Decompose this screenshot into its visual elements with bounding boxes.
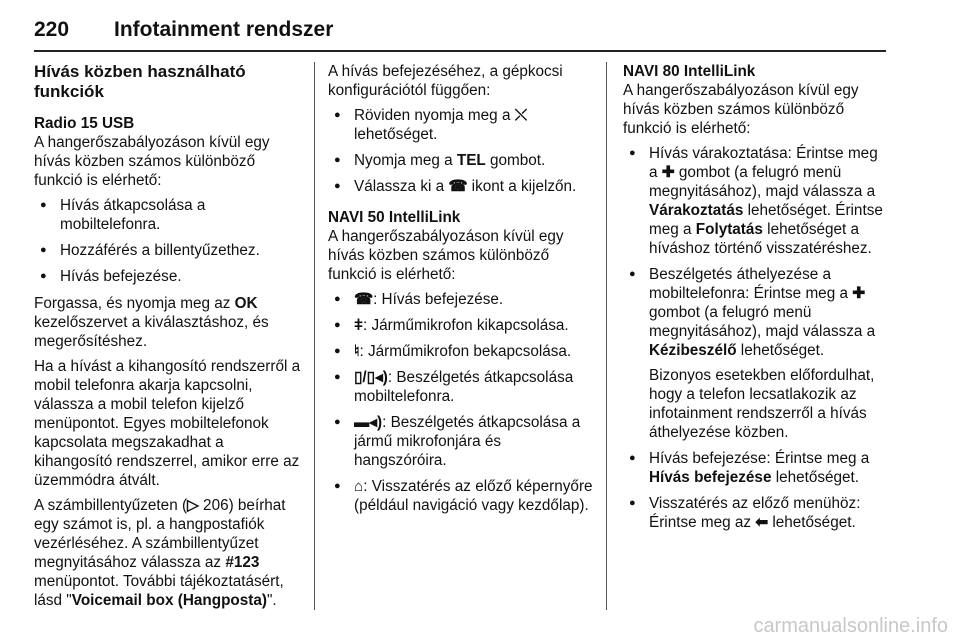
phone-hook-icon: ⤬ — [514, 107, 527, 124]
text: 206) beírhat egy számot is, pl. a hangpostafiók vezérléséhez. A számbillentyűzet megnyitásához válassza az — [34, 497, 286, 571]
list-item: ● Hívás átkapcsolása a mobiltelefonra. — [34, 196, 304, 234]
text: Visszatérés az előző menühöz: Érintse meg az — [649, 495, 861, 531]
text: gombot (a felugró menü megnyitásához), majd válassza a — [649, 164, 876, 200]
list-item — [328, 477, 593, 515]
text: : Járműmikrofon kikapcsolása. — [362, 317, 569, 334]
text: Röviden nyomja meg a — [354, 107, 515, 124]
end-call-list — [328, 106, 593, 196]
list-item — [328, 106, 593, 144]
text: lehetőséget a híváshoz történő visszatéréshez. — [649, 221, 872, 257]
hold-label: Várakoztatás — [649, 202, 744, 219]
list-item — [623, 494, 888, 532]
navi80-intro: A hangerőszabályozáson kívül egy hívás közben számos különböző funkció is elérhető: — [623, 82, 859, 137]
text: Forgassa, és nyomja meg az — [34, 295, 235, 312]
text: kezelőszervet a kiválasztáshoz, és megerősítéshez. — [34, 314, 269, 350]
plus-icon: ✚ — [852, 285, 866, 302]
text: menüpontot. További tájékoztatásért, lásd " — [34, 573, 284, 609]
mic-on-icon: ♮ — [354, 343, 360, 360]
tel-key: TEL — [456, 152, 486, 169]
text: : Beszélgetés átkapcsolása a jármű mikrofonjára és hangszóróira. — [354, 414, 581, 469]
navi50-intro: A hangerőszabályozáson kívül egy hívás közben számos különböző funkció is elérhető: — [328, 228, 564, 283]
text: : Járműmikrofon bekapcsolása. — [359, 343, 572, 360]
note-text: Bizonyos esetekben előfordulhat, hogy a telefon lecsatlakozik az infotainment rendszerről a hívás áthelyezése közben. — [649, 367, 875, 441]
text: gombot. — [485, 152, 546, 169]
text: Hívás várakoztatása: Érintse meg a — [649, 145, 878, 181]
hangup-icon: ☎ — [448, 178, 468, 195]
text: lehetőséget. Érintse meg a — [649, 202, 883, 238]
list-item: ● Hívás befejezése. — [34, 267, 304, 286]
text: Válassza ki a — [354, 178, 449, 195]
ok-key: OK — [234, 295, 258, 312]
list-item — [328, 368, 593, 406]
text: Beszélgetés áthelyezése a mobiltelefonra: Érintse meg a — [649, 266, 853, 302]
reference-arrow-icon: ▷ — [187, 497, 199, 514]
phone-speaker-icon: ▯/▯◂) — [354, 369, 388, 386]
radio-subheading: Radio 15 USB — [34, 115, 135, 132]
end-call-intro: A hívás befejezéséhez, a gépkocsi konfigurációtól függően: — [328, 63, 563, 99]
paragraph-ok — [34, 294, 304, 351]
navi80-subheading: NAVI 80 IntelliLink — [623, 63, 756, 80]
home-icon: ⌂ — [354, 478, 364, 495]
back-arrow-icon: ⬅ — [755, 514, 769, 531]
text: A számbillentyűzeten ( — [34, 497, 188, 514]
text: Nyomja meg a — [354, 152, 457, 169]
keypad-label: #123 — [225, 554, 260, 571]
text: lehetőséget. — [771, 469, 860, 486]
voicemail-reference: Voicemail box (Hangposta) — [71, 592, 267, 609]
list-item — [328, 290, 593, 309]
end-call-label: Hívás befejezése — [649, 469, 772, 486]
navi80-feature-list — [623, 144, 888, 532]
text: : Beszélgetés átkapcsolása mobiltelefonra. — [354, 369, 574, 405]
watermark: carmanualsonline.info — [753, 615, 948, 637]
column-2 — [328, 62, 593, 523]
list-item: ● Hozzáférés a billentyűzethez. — [34, 241, 304, 260]
list-item — [328, 316, 593, 335]
navi50-subheading: NAVI 50 IntelliLink — [328, 209, 461, 226]
column-3 — [623, 62, 888, 540]
list-item — [623, 265, 888, 442]
paragraph-keypad — [34, 496, 304, 610]
running-title: Infotainment rendszer — [114, 18, 334, 41]
list-item — [328, 413, 593, 470]
handset-label: Kézibeszélő — [649, 342, 737, 359]
column-divider — [606, 62, 607, 610]
text: ikont a kijelzőn. — [467, 178, 577, 195]
mic-off-icon: ǂ — [354, 317, 363, 334]
plus-icon: ✚ — [661, 164, 675, 181]
text: ". — [266, 592, 277, 609]
page-header — [34, 14, 886, 52]
paragraph-handover: Ha a hívást a kihangosító rendszerről a mobil telefonra akarja kapcsolni, válassza a mobil telefon kijelző menüpontot. Egyes mobiltelefonok kapcsolata megszakadhat a kihangosító rendszerrel, amikor erre az üzemmódra átvált. — [34, 358, 301, 489]
radio-intro: A hangerőszabályozáson kívül egy hívás közben számos különböző funkció is elérhető: — [34, 134, 270, 189]
navi50-feature-list — [328, 290, 593, 515]
list-item — [623, 144, 888, 258]
page-number: 220 — [34, 18, 70, 41]
list-item — [328, 342, 593, 361]
text: gombot (a felugró menü megnyitásához), majd válassza a — [649, 304, 876, 340]
text: lehetőséget. — [354, 126, 438, 143]
radio-feature-list — [34, 196, 304, 286]
text: : Hívás befejezése. — [373, 291, 504, 308]
list-item — [623, 449, 888, 487]
text: lehetőséget. — [768, 514, 856, 531]
list-item — [328, 151, 593, 170]
column-divider — [314, 62, 315, 610]
text: Hívás befejezése: Érintse meg a — [649, 450, 870, 467]
text: : Visszatérés az előző képernyőre (például navigáció vagy kezdőlap). — [354, 478, 593, 514]
text: lehetőséget. — [736, 342, 825, 359]
hangup-icon: ☎ — [354, 291, 374, 308]
car-speaker-icon: ▬◂) — [354, 414, 383, 431]
section-heading: Hívás közben használható funkciók — [34, 62, 246, 101]
column-1 — [34, 62, 304, 616]
resume-label: Folytatás — [695, 221, 763, 238]
list-item — [328, 177, 593, 196]
